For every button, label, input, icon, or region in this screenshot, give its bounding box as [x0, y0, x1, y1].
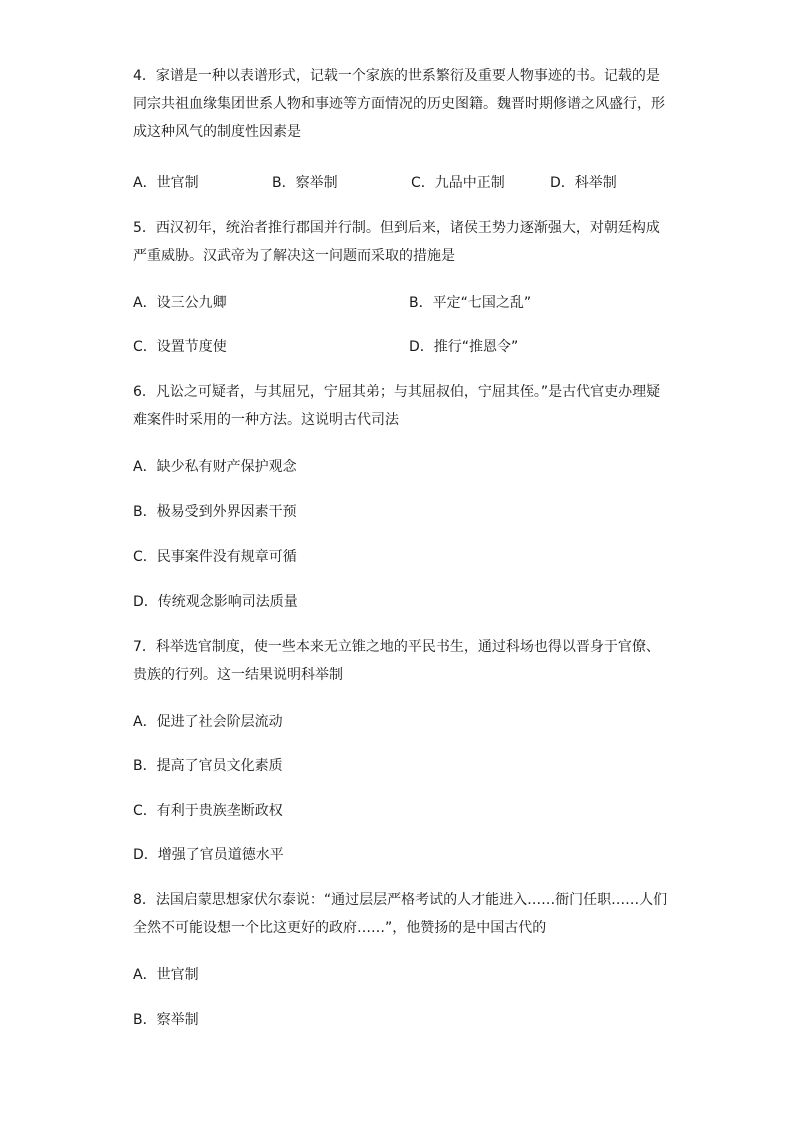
stem-line: 贵族的行列。这一结果说明科举制 [133, 667, 343, 683]
option-a[interactable] [133, 456, 693, 478]
question-stem [133, 62, 663, 146]
stem-line: 7．科举选官制度，使一些本来无立锥之地的平民书生，通过科场也得以晋身于官僚、 [133, 639, 660, 655]
options-row [133, 292, 693, 314]
stem-line: 严重威胁。汉武帝为了解决这一问题而采取的措施是 [133, 248, 455, 264]
stem-line: 4．家谱是一种以表谱形式，记载一个家族的世系繁衍及重要人物事迹的书。记载的是 [133, 68, 660, 84]
option-a[interactable] [133, 711, 693, 733]
stem-line: 全然不可能设想一个比这更好的政府……”，他赞扬的是中国古代的 [133, 920, 547, 936]
options-row [133, 336, 693, 358]
question-6 [133, 378, 663, 610]
option-b[interactable] [133, 755, 693, 777]
option-a[interactable]: A．世官制 [133, 175, 199, 191]
option-d[interactable]: D．科举制 [550, 175, 617, 191]
question-8 [133, 886, 668, 1028]
question-stem [133, 633, 663, 689]
option-d[interactable] [133, 844, 693, 866]
option-d-text: D．传统观念影响司法质量 [133, 594, 298, 610]
question-stem [133, 378, 663, 434]
options-row [133, 172, 693, 194]
option-b[interactable] [133, 1009, 693, 1031]
question-7 [133, 633, 663, 863]
option-a[interactable]: A．设三公九卿 [133, 295, 227, 311]
option-c[interactable] [133, 800, 693, 822]
option-b-text: B．极易受到外界因素干预 [133, 504, 297, 520]
option-d[interactable] [133, 591, 693, 613]
option-c[interactable] [133, 546, 693, 568]
option-b[interactable]: B．平定“七国之乱” [409, 295, 532, 311]
stem-line: 难案件时采用的一种方法。这说明古代司法 [133, 412, 399, 428]
stem-line: 成这种风气的制度性因素是 [133, 124, 301, 140]
option-d[interactable]: D．推行“推恩令” [409, 339, 519, 355]
stem-line: 5．西汉初年，统治者推行郡国并行制。但到后来，诸侯王势力逐渐强大，对朝廷构成 [133, 220, 660, 236]
option-b[interactable]: B．察举制 [272, 175, 338, 191]
option-b-text: B．察举制 [133, 1012, 199, 1028]
option-c[interactable]: C．九品中正制 [411, 175, 505, 191]
option-a-text: A．世官制 [133, 967, 199, 983]
question-4 [133, 62, 665, 191]
question-stem [133, 214, 663, 270]
option-b[interactable] [133, 501, 693, 523]
option-d-text: D．增强了官员道德水平 [133, 847, 284, 863]
option-c[interactable]: C．设置节度使 [133, 339, 227, 355]
question-5 [133, 214, 663, 355]
option-a-text: A．促进了社会阶层流动 [133, 714, 283, 730]
option-a-text: A．缺少私有财产保护观念 [133, 459, 297, 475]
question-stem [133, 886, 668, 942]
option-c-text: C．有利于贵族垄断政权 [133, 803, 283, 819]
stem-line: 同宗共祖血缘集团世系人物和事迹等方面情况的历史图籍。魏晋时期修谱之风盛行，形 [133, 96, 665, 112]
option-b-text: B．提高了官员文化素质 [133, 758, 283, 774]
stem-line: 6．凡讼之可疑者，与其屈兄，宁屈其弟；与其屈叔伯，宁屈其侄。”是古代官吏办理疑 [133, 384, 661, 400]
stem-line: 8．法国启蒙思想家伏尔泰说：“通过层层严格考试的人才能进入……衙门任职……人们 [133, 892, 668, 908]
option-c-text: C．民事案件没有规章可循 [133, 549, 297, 565]
option-a[interactable] [133, 964, 693, 986]
